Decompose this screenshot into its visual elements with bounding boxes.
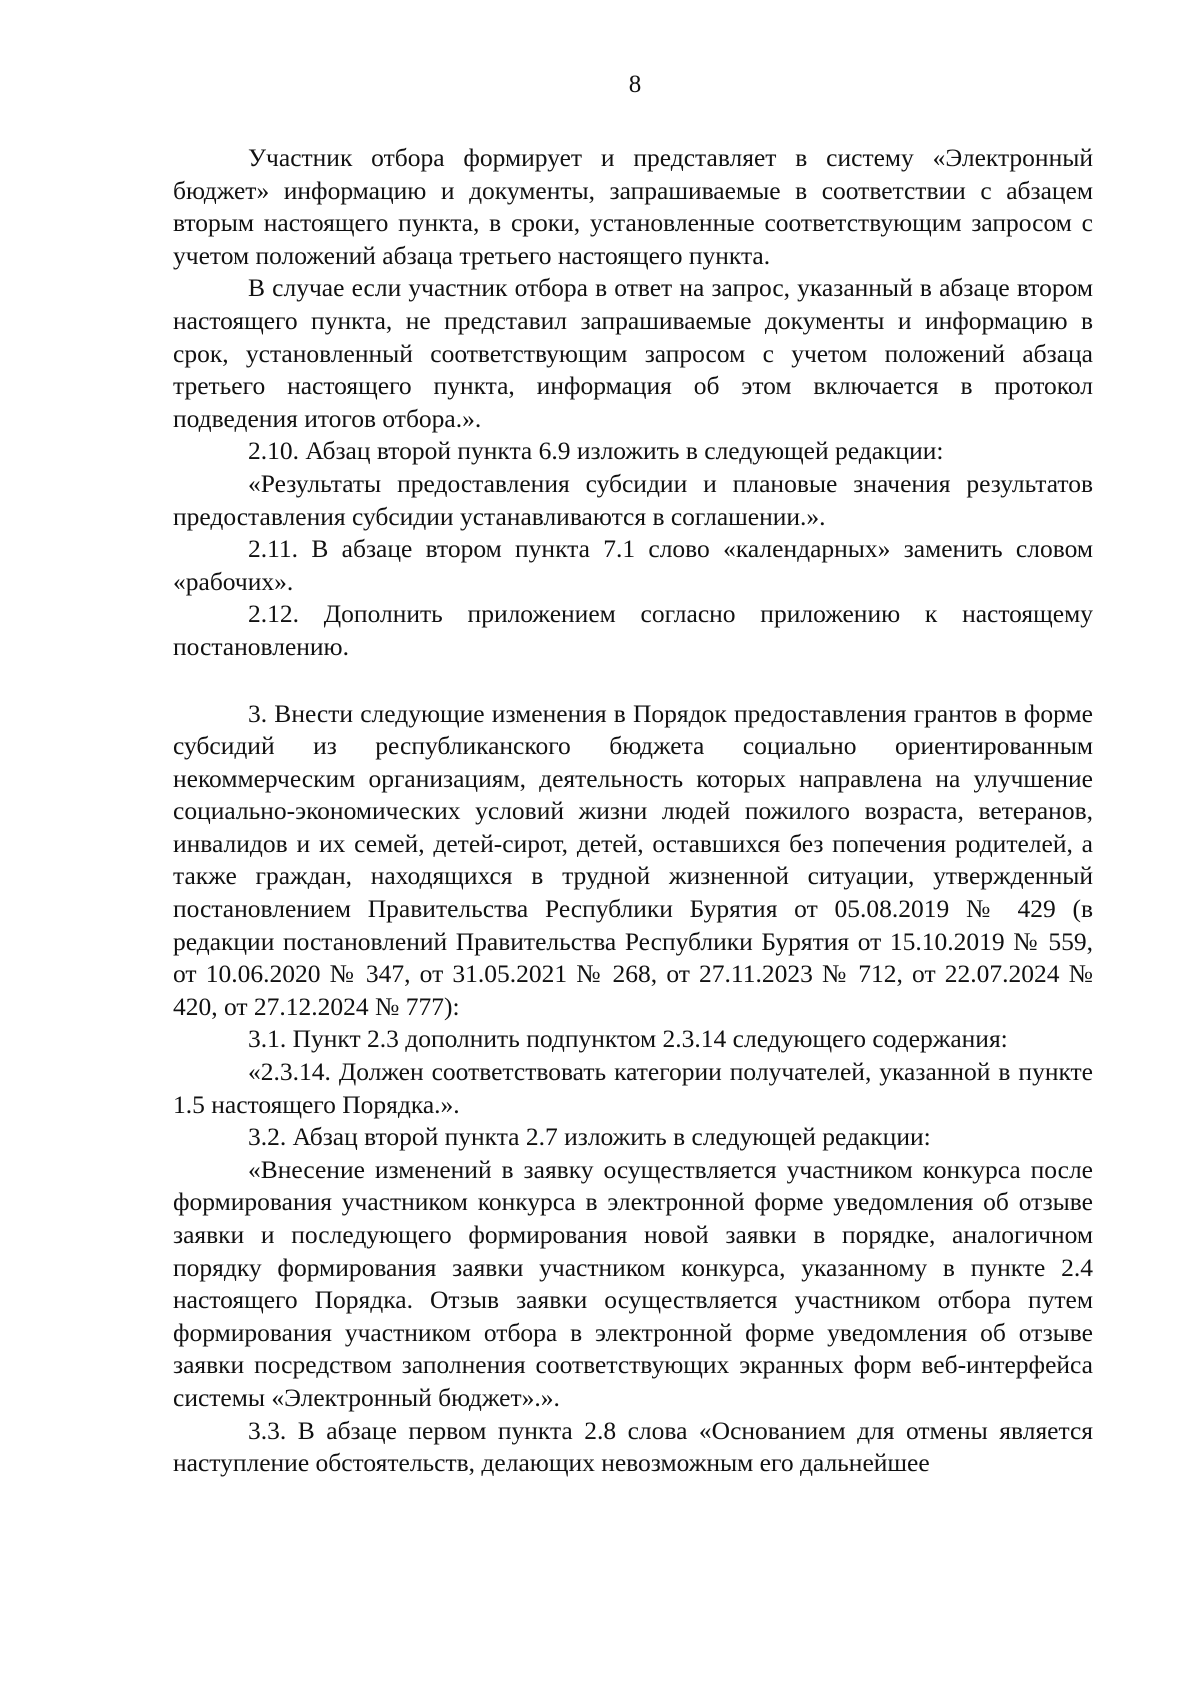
paragraph: 3.1. Пункт 2.3 дополнить подпунктом 2.3.14 следующего содержания: — [248, 1024, 1008, 1054]
paragraph: В случае если участник отбора в ответ на запрос, указанный в абзаце втором настоящего пункта, не представил запрашиваемые документы и информацию в срок, установленный соответствующим запросом с учетом положений абзаца третьего настоящего пункта, информация об этом включается в протокол подведения итогов отбора.». — [173, 273, 1093, 433]
paragraph: 3. Внести следующие изменения в Порядок предоставления грантов в форме субсидий из республиканского бюджета социально ориентированным некоммерческим организациям, деятельность которых направлена на улучшение социально-экономических условий жизни людей пожилого возраста, ветеранов, инвалидов и их семей, детей-сирот, детей, оставшихся без попечения родителей, а также граждан, находящихся в трудной жизненной ситуации, утвержденный постановлением Правительства Республики Бурятия от 05.08.2019 № 429 (в редакции постановлений Правительства Республики Бурятия от 15.10.2019 № 559, от 10.06.2020 № 347, от 31.05.2021 № 268, от 27.11.2023 № 712, от 22.07.2024 № 420, от 27.12.2024 № 777): — [173, 698, 1093, 1021]
paragraph: 2.10. Абзац второй пункта 6.9 изложить в следующей редакции: — [248, 436, 944, 466]
paragraph: «Внесение изменений в заявку осуществляется участником конкурса после формирования участником конкурса в электронной форме уведомления об отзыве заявки и последующего формирования новой заявки в порядке, аналогичном порядку формирования заявки участником конкурса, указанному в пункте 2.4 настоящего Порядка. Отзыв заявки осуществляется участником отбора путем формирования участником отбора в электронной форме уведомления об отзыве заявки посредством заполнения соответствующих экранных форм веб-интерфейса системы «Электронный бюджет».». — [173, 1154, 1093, 1412]
page-number: 8 — [628, 71, 642, 98]
paragraph: 2.11. В абзаце втором пункта 7.1 слово «календарных» заменить словом «рабочих». — [173, 534, 1093, 596]
section-gap — [173, 664, 1093, 698]
paragraph: Участник отбора формирует и представляет в систему «Электронный бюджет» информацию и документы, запрашиваемые в соответствии с абзацем вторым настоящего пункта, в сроки, установленные соответствующим запросом с учетом положений абзаца третьего настоящего пункта. — [173, 143, 1093, 270]
paragraph: «2.3.14. Должен соответствовать категории получателей, указанной в пункте 1.5 настоящего Порядка.». — [173, 1057, 1093, 1119]
paragraph: 3.3. В абзаце первом пункта 2.8 слова «Основанием для отмены является наступление обстоятельств, делающих невозможным его дальнейшее — [173, 1415, 1093, 1478]
paragraph: 2.12. Дополнить приложением согласно приложению к настоящему постановлению. — [173, 599, 1093, 661]
paragraph: 3.2. Абзац второй пункта 2.7 изложить в следующей редакции: — [248, 1122, 931, 1152]
paragraph: «Результаты предоставления субсидии и плановые значения результатов предоставления субсидии устанавливаются в соглашении.». — [173, 468, 1093, 531]
document-body — [173, 142, 1093, 1480]
